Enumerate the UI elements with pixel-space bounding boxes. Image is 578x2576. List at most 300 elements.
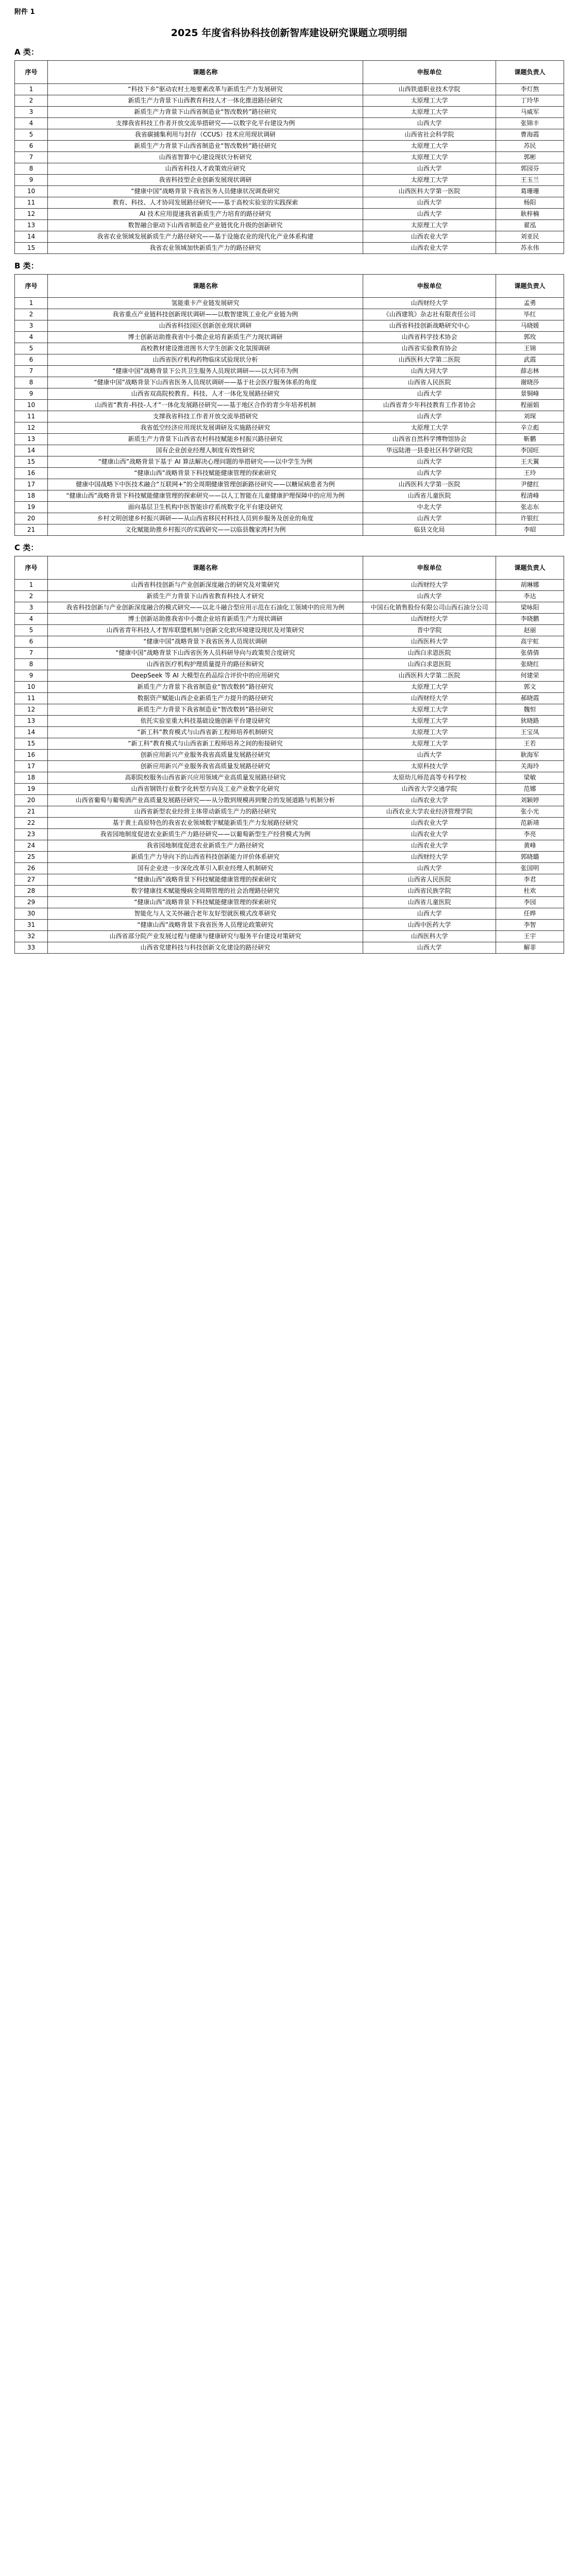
row-index: 1: [15, 298, 48, 309]
row-index: 9: [15, 670, 48, 682]
table-row: [15, 422, 564, 434]
row-lead: 王宇: [496, 931, 564, 942]
table-row: [15, 456, 564, 468]
row-unit: 太原理工大学: [363, 682, 496, 693]
row-index: 2: [15, 309, 48, 320]
document-title: 2025 年度省科协科技创新智库建设研究课题立项明细: [171, 27, 407, 39]
row-project-name: 山西省科技人才政策效应研究: [48, 163, 363, 175]
table-row: [15, 908, 564, 920]
row-project-name: 国有企业进一步深化改革引入职业经理人机制研究: [48, 863, 363, 874]
header-index: 序号: [15, 275, 48, 298]
row-index: 12: [15, 209, 48, 220]
row-project-name: 我省低空经济应用现状发展调研及实施路径研究: [48, 422, 363, 434]
row-index: 4: [15, 332, 48, 343]
document-page: [0, 0, 578, 954]
row-project-name: 新质生产力背景下山西省农村科技赋能乡村振兴路径研究: [48, 434, 363, 445]
table-row: [15, 84, 564, 95]
row-lead: 郝晓霞: [496, 693, 564, 704]
row-unit: 山西农业大学: [363, 818, 496, 829]
row-project-name: 山西省科技创新与产业创新深度融合的研究及对策研究: [48, 580, 363, 591]
row-index: 17: [15, 479, 48, 490]
row-project-name: AI 技术应用提速我省新质生产力培育的路径研究: [48, 209, 363, 220]
row-lead: 景铜峰: [496, 388, 564, 400]
row-project-name: 新质生产力背景下我省制造业“智改数转”路径研究: [48, 704, 363, 716]
row-project-name: “健康山西”战略背景下科技赋能健康管理的探索研究——以人工智能在儿童健康护理保障中的应用为例: [48, 490, 363, 502]
row-project-name: 山西省部分院产业发展过程与健康与健康研究与服务平台建设对策研究: [48, 931, 363, 942]
row-lead: 程丽娟: [496, 400, 564, 411]
row-lead: 毕红: [496, 309, 564, 320]
row-unit: 山西医科大学第一医院: [363, 186, 496, 197]
row-unit: 山西大学: [363, 468, 496, 479]
table-row: [15, 107, 564, 118]
row-index: 20: [15, 795, 48, 806]
row-lead: 马威军: [496, 107, 564, 118]
row-unit: 山西农业大学: [363, 243, 496, 254]
row-project-name: “健康山西”战略背景下我省医务人员理论政策研究: [48, 920, 363, 931]
row-lead: 耿海军: [496, 750, 564, 761]
row-index: 12: [15, 704, 48, 716]
row-lead: 郭玫: [496, 332, 564, 343]
header-unit: 申报单位: [363, 61, 496, 84]
row-lead: 胡琳娜: [496, 580, 564, 591]
row-index: 15: [15, 456, 48, 468]
table-row: [15, 829, 564, 840]
row-lead: 任晔: [496, 908, 564, 920]
row-unit: 山西白求恩医院: [363, 648, 496, 659]
table-row: [15, 761, 564, 772]
header-name: 课题名称: [48, 275, 363, 298]
row-lead: 王玉兰: [496, 175, 564, 186]
row-lead: 刘颖婷: [496, 795, 564, 806]
row-project-name: “科技下乡”驱动农村土地要素改革与新质生产力发展研究: [48, 84, 363, 95]
row-unit: 山西省人民医院: [363, 377, 496, 388]
row-index: 13: [15, 434, 48, 445]
row-index: 20: [15, 513, 48, 524]
row-project-name: 新质生产力背景下山西省制造业“智改数转”路径研究: [48, 141, 363, 152]
row-index: 31: [15, 920, 48, 931]
row-project-name: “健康山西”战略背景下科技赋能健康管理的探索研究: [48, 897, 363, 908]
header-lead: 课题负责人: [496, 275, 564, 298]
row-unit: 太原理工大学: [363, 141, 496, 152]
row-lead: 薛志林: [496, 366, 564, 377]
table-header-row: [15, 556, 564, 580]
row-index: 15: [15, 243, 48, 254]
row-project-name: 新质生产力背景下山西教育科技人才一体化推进路径研究: [48, 95, 363, 107]
table-row: [15, 614, 564, 625]
row-index: 9: [15, 388, 48, 400]
row-project-name: 智能化与人文关怀融合老年友好型就医模式改革研究: [48, 908, 363, 920]
row-project-name: “健康山西”战略背景下基于 AI 算法解决心理问题的举措研究——以中学生为例: [48, 456, 363, 468]
row-lead: 赵丽: [496, 625, 564, 636]
table-row: [15, 377, 564, 388]
row-index: 7: [15, 152, 48, 163]
table-row: [15, 818, 564, 829]
row-lead: 李国旺: [496, 445, 564, 456]
row-lead: 杨阳: [496, 197, 564, 209]
row-project-name: 面向基层卫生机构中医智能诊疗系统数字化平台建设研究: [48, 502, 363, 513]
row-index: 5: [15, 343, 48, 354]
row-lead: 郭文: [496, 682, 564, 693]
row-unit: 山西大学: [363, 163, 496, 175]
row-unit: 太原幼儿师范高等专科学校: [363, 772, 496, 784]
row-lead: 郭晓璐: [496, 852, 564, 863]
row-index: 13: [15, 220, 48, 231]
row-index: 4: [15, 614, 48, 625]
row-project-name: 国有企业创业经理人制度有效性研究: [48, 445, 363, 456]
table-row: [15, 602, 564, 614]
row-unit: 山西大学: [363, 209, 496, 220]
row-unit: 山西财经大学: [363, 580, 496, 591]
row-unit: 《山西建筑》杂志社有限责任公司: [363, 309, 496, 320]
row-index: 30: [15, 908, 48, 920]
row-index: 5: [15, 625, 48, 636]
table-row: [15, 682, 564, 693]
row-lead: 王玲: [496, 468, 564, 479]
row-unit: 山西省青少年科技教育工作者协会: [363, 400, 496, 411]
row-index: 4: [15, 118, 48, 129]
row-lead: 郭园芬: [496, 163, 564, 175]
table-row: [15, 445, 564, 456]
section-label: A 类：: [14, 47, 39, 57]
row-unit: 山西铁道职业技术学院: [363, 84, 496, 95]
table-row: [15, 309, 564, 320]
row-lead: 张志东: [496, 502, 564, 513]
table-row: [15, 220, 564, 231]
row-index: 7: [15, 366, 48, 377]
row-unit: 山西省民族学院: [363, 886, 496, 897]
row-index: 12: [15, 422, 48, 434]
row-project-name: 博士创新站助推我省中小微企业培育新质生产力现状调研: [48, 614, 363, 625]
row-unit: 太原理工大学: [363, 716, 496, 727]
project-table: [14, 556, 564, 954]
table-row: [15, 738, 564, 750]
table-row: [15, 95, 564, 107]
row-unit: 山西财经大学: [363, 298, 496, 309]
row-index: 9: [15, 175, 48, 186]
row-unit: 太原理工大学: [363, 107, 496, 118]
row-index: 19: [15, 502, 48, 513]
sections-container: [0, 46, 578, 954]
row-project-name: 氢能重卡产业链发展研究: [48, 298, 363, 309]
row-index: 10: [15, 186, 48, 197]
table-row: [15, 298, 564, 309]
table-row: [15, 931, 564, 942]
row-index: 5: [15, 129, 48, 141]
table-row: [15, 388, 564, 400]
row-project-name: 我省农业领域发展新质生产力路径研究——基于设施农业的现代化产业体系构建: [48, 231, 363, 243]
table-row: [15, 648, 564, 659]
row-lead: 苏永伟: [496, 243, 564, 254]
row-index: 25: [15, 852, 48, 863]
row-unit: 山西省科技创新战略研究中心: [363, 320, 496, 332]
table-row: [15, 354, 564, 366]
row-index: 14: [15, 231, 48, 243]
row-unit: 山西大学: [363, 942, 496, 954]
row-lead: 梁咏阳: [496, 602, 564, 614]
row-project-name: 山西省智算中心建设现状分析研究: [48, 152, 363, 163]
row-unit: 山西大学: [363, 513, 496, 524]
header-lead: 课题负责人: [496, 556, 564, 580]
table-row: [15, 580, 564, 591]
row-lead: 丁玲华: [496, 95, 564, 107]
row-unit: 太原理工大学: [363, 704, 496, 716]
row-lead: 范新靖: [496, 818, 564, 829]
row-index: 2: [15, 591, 48, 602]
row-project-name: DeepSeek 等 AI 大模型在药品综合评价中的应用研究: [48, 670, 363, 682]
row-lead: 张倩倩: [496, 648, 564, 659]
row-index: 23: [15, 829, 48, 840]
row-lead: 李君: [496, 874, 564, 886]
row-lead: 苏民: [496, 141, 564, 152]
row-unit: 山西财经大学: [363, 852, 496, 863]
row-project-name: 新质生产力背景下山西省制造业“智改数转”路径研究: [48, 107, 363, 118]
row-project-name: 数据资产赋能山西企业新质生产力提升的路径研究: [48, 693, 363, 704]
row-lead: 李智: [496, 920, 564, 931]
row-project-name: 教育、科技、人才协同发展路径研究——基于高校实验室的实践探索: [48, 197, 363, 209]
row-lead: 李昭: [496, 524, 564, 536]
table-row: [15, 231, 564, 243]
row-index: 10: [15, 682, 48, 693]
row-project-name: 支撑我省科技工作者开放交流举措研究——以数字化平台建设为例: [48, 118, 363, 129]
row-lead: 王天翼: [496, 456, 564, 468]
table-header-row: [15, 61, 564, 84]
row-unit: 山西医科大学: [363, 636, 496, 648]
row-lead: 靳鹏: [496, 434, 564, 445]
row-unit: 太原理工大学: [363, 422, 496, 434]
table-row: [15, 852, 564, 863]
table-row: [15, 704, 564, 716]
row-index: 13: [15, 716, 48, 727]
row-index: 11: [15, 693, 48, 704]
row-index: 7: [15, 648, 48, 659]
table-row: [15, 366, 564, 377]
row-project-name: 山西省科技园区创新创业现状调研: [48, 320, 363, 332]
row-project-name: 山西省葡萄与葡萄酒产业高质量发展路径研究——从分散到规模再到聚合的发展道路与机制分析: [48, 795, 363, 806]
row-project-name: 新质生产力背景下我省制造业“智改数转”路径研究: [48, 682, 363, 693]
table-row: [15, 209, 564, 220]
row-lead: 尹健红: [496, 479, 564, 490]
row-unit: 山西大学: [363, 863, 496, 874]
row-unit: 太原理工大学: [363, 95, 496, 107]
row-unit: 山西农业大学: [363, 840, 496, 852]
row-unit: 山西省大学交通学院: [363, 784, 496, 795]
row-lead: 葛珊珊: [496, 186, 564, 197]
row-index: 26: [15, 863, 48, 874]
table-row: [15, 795, 564, 806]
row-unit: 山西大学: [363, 411, 496, 422]
table-row: [15, 659, 564, 670]
table-row: [15, 175, 564, 186]
row-lead: 刘亚民: [496, 231, 564, 243]
row-project-name: 我省碳捕集利用与封存（CCUS）技术应用现状调研: [48, 129, 363, 141]
header-index: 序号: [15, 556, 48, 580]
row-project-name: 创新应用新兴产业服务我省高质量发展路径研究: [48, 750, 363, 761]
row-unit: 山西大学: [363, 118, 496, 129]
row-unit: 山西大学: [363, 591, 496, 602]
table-row: [15, 886, 564, 897]
table-row: [15, 716, 564, 727]
row-lead: 王若: [496, 738, 564, 750]
table-row: [15, 840, 564, 852]
row-unit: 山西大学: [363, 388, 496, 400]
row-unit: 山西省社会科学院: [363, 129, 496, 141]
table-row: [15, 141, 564, 152]
row-index: 6: [15, 636, 48, 648]
table-row: [15, 693, 564, 704]
row-lead: 武霞: [496, 354, 564, 366]
row-project-name: 基于黄土高原特色的我省农业领域数字赋能新质生产力发展路径研究: [48, 818, 363, 829]
row-project-name: 山西省“教育-科技-人才”一体化发展路径研究——基于地区合作的青少年培养机制: [48, 400, 363, 411]
table-row: [15, 434, 564, 445]
row-project-name: 高校教材建设推进图书大学生创新文化氛围调研: [48, 343, 363, 354]
section-label: B 类：: [14, 261, 39, 270]
table-row: [15, 502, 564, 513]
header-unit: 申报单位: [363, 556, 496, 580]
row-index: 24: [15, 840, 48, 852]
row-index: 18: [15, 772, 48, 784]
row-project-name: 山西省新型农业经营主体带动新质生产力的路径研究: [48, 806, 363, 818]
row-index: 1: [15, 84, 48, 95]
row-unit: 山西农业大学: [363, 829, 496, 840]
table-row: [15, 197, 564, 209]
table-row: [15, 152, 564, 163]
row-lead: 梁敏: [496, 772, 564, 784]
row-index: 21: [15, 524, 48, 536]
row-lead: 许银红: [496, 513, 564, 524]
row-unit: 山西财经大学: [363, 614, 496, 625]
row-unit: 山西省人民医院: [363, 874, 496, 886]
table-row: [15, 332, 564, 343]
row-unit: 太原科技大学: [363, 761, 496, 772]
row-lead: 王宝凤: [496, 727, 564, 738]
row-project-name: 健康中国战略下中医技术融合“互联网+”的全周期健康管理创新路径研究——以糖尿病患者为例: [48, 479, 363, 490]
row-lead: 翟泓: [496, 220, 564, 231]
row-lead: 何建荣: [496, 670, 564, 682]
table-row: [15, 129, 564, 141]
table-row: [15, 625, 564, 636]
row-index: 6: [15, 354, 48, 366]
row-project-name: “新工科”教育模式与山西省新工程师培养之间的衔接研究: [48, 738, 363, 750]
row-index: 16: [15, 750, 48, 761]
section-label: C 类：: [14, 543, 39, 552]
row-unit: 太原理工大学: [363, 175, 496, 186]
row-project-name: 山西省双高院校教育、科技、人才一体化发展路径研究: [48, 388, 363, 400]
row-project-name: 山西省医疗机构护理质量提升的路径和研究: [48, 659, 363, 670]
row-unit: 太原理工大学: [363, 152, 496, 163]
row-index: 6: [15, 141, 48, 152]
table-row: [15, 942, 564, 954]
row-index: 33: [15, 942, 48, 954]
row-project-name: “健康山西”战略背景下科技赋能健康管理的探索研究: [48, 468, 363, 479]
row-index: 32: [15, 931, 48, 942]
row-index: 18: [15, 490, 48, 502]
row-lead: 李灯熬: [496, 84, 564, 95]
project-table: [14, 274, 564, 536]
table-row: [15, 468, 564, 479]
row-index: 28: [15, 886, 48, 897]
row-index: 10: [15, 400, 48, 411]
header-name: 课题名称: [48, 61, 363, 84]
row-unit: 山西省科学技术协会: [363, 332, 496, 343]
row-index: 1: [15, 580, 48, 591]
header-name: 课题名称: [48, 556, 363, 580]
table-row: [15, 591, 564, 602]
row-project-name: 数智融合驱动下山西省制造业产业链优化升级的创新研究: [48, 220, 363, 231]
row-project-name: 我省科技型企业创新发展现状调研: [48, 175, 363, 186]
row-lead: 孟勇: [496, 298, 564, 309]
row-unit: 山西白求恩医院: [363, 659, 496, 670]
row-index: 15: [15, 738, 48, 750]
row-lead: 李亮: [496, 829, 564, 840]
row-project-name: 高职院校服务山西省新兴应用领域产业高质量发展路径研究: [48, 772, 363, 784]
row-project-name: 乡村文明创建乡村振兴调研——从山西省移民村科技人员到乡服务及创业的角度: [48, 513, 363, 524]
table-row: [15, 772, 564, 784]
header-unit: 申报单位: [363, 275, 496, 298]
row-project-name: “新工科”教育模式与山西省新工程师培养机制研究: [48, 727, 363, 738]
row-unit: 华远陆港一县委社区科学研究院: [363, 445, 496, 456]
table-row: [15, 863, 564, 874]
attachment-label: 附件 1: [14, 8, 35, 16]
row-index: 19: [15, 784, 48, 795]
row-lead: 黄峰: [496, 840, 564, 852]
row-index: 8: [15, 377, 48, 388]
row-unit: 山西大同大学: [363, 366, 496, 377]
row-unit: 山西大学: [363, 197, 496, 209]
row-lead: 李达: [496, 591, 564, 602]
row-unit: 山西财经大学: [363, 693, 496, 704]
row-unit: 山西农业大学: [363, 231, 496, 243]
row-lead: 王锦: [496, 343, 564, 354]
row-index: 17: [15, 761, 48, 772]
row-index: 21: [15, 806, 48, 818]
row-index: 3: [15, 602, 48, 614]
row-lead: 辛立彪: [496, 422, 564, 434]
row-lead: 魏恒: [496, 704, 564, 716]
row-unit: 山西中医药大学: [363, 920, 496, 931]
row-lead: 李园: [496, 897, 564, 908]
row-index: 2: [15, 95, 48, 107]
table-row: [15, 243, 564, 254]
table-row: [15, 513, 564, 524]
row-lead: 张小光: [496, 806, 564, 818]
table-row: [15, 320, 564, 332]
row-project-name: “健康中国”战略背景下我省医务人员健康状况调查研究: [48, 186, 363, 197]
header-index: 序号: [15, 61, 48, 84]
table-row: [15, 524, 564, 536]
table-row: [15, 479, 564, 490]
row-project-name: 我省农业领域加快新质生产力的路径研究: [48, 243, 363, 254]
row-project-name: 创新应用新兴产业服务我省高质量发展路径研究: [48, 761, 363, 772]
table-row: [15, 411, 564, 422]
row-project-name: 文化赋能助推乡村振兴的实践研究——以临县魏家湾村为例: [48, 524, 363, 536]
row-lead: 高宇虹: [496, 636, 564, 648]
row-index: 29: [15, 897, 48, 908]
table-row: [15, 163, 564, 175]
row-project-name: 新质生产力导向下的山西省科技创新能力评价体系研究: [48, 852, 363, 863]
row-unit: 临县文化局: [363, 524, 496, 536]
table-row: [15, 806, 564, 818]
row-index: 8: [15, 163, 48, 175]
row-lead: 张晓红: [496, 659, 564, 670]
row-index: 3: [15, 107, 48, 118]
row-project-name: 山西省党建科技与科技创新文化建设的路径研究: [48, 942, 363, 954]
table-row: [15, 920, 564, 931]
row-index: 14: [15, 727, 48, 738]
row-unit: 山西大学: [363, 750, 496, 761]
row-project-name: 山西省钢铁行业数字化转型方向及工业产业数字化研究: [48, 784, 363, 795]
table-row: [15, 897, 564, 908]
row-lead: 曹海霞: [496, 129, 564, 141]
